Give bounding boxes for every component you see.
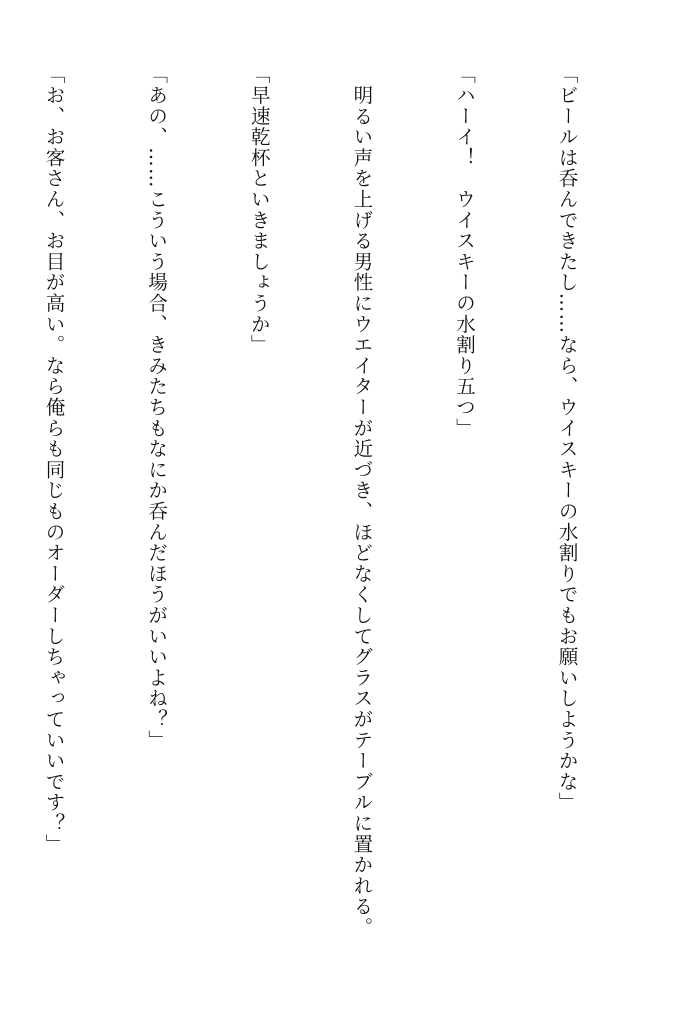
text-line-1: 「ビールは呑んできたし……なら、ウイスキーの水割りでもお願いしようかな」: [555, 64, 579, 813]
text-line-4: 「早速乾杯といきましょうか」: [247, 64, 271, 356]
text-line-5: 「あの、……こういう場合、きみたちもなにか呑んだほうがいいよね？」: [145, 64, 169, 751]
vertical-text-body: [0, 64, 652, 994]
text-line-2: 「ハーイ！ ウイスキーの水割り五つ」: [452, 64, 476, 439]
text-line-3: 明るい声を上げる男性にウエイターが近づき、ほどなくしてグラスがテーブルに置かれる。: [350, 64, 374, 938]
text-line-6: 「お、お客さん、お目が高い。なら俺らも同じものオーダーしちゃっていいです？」: [42, 64, 66, 855]
